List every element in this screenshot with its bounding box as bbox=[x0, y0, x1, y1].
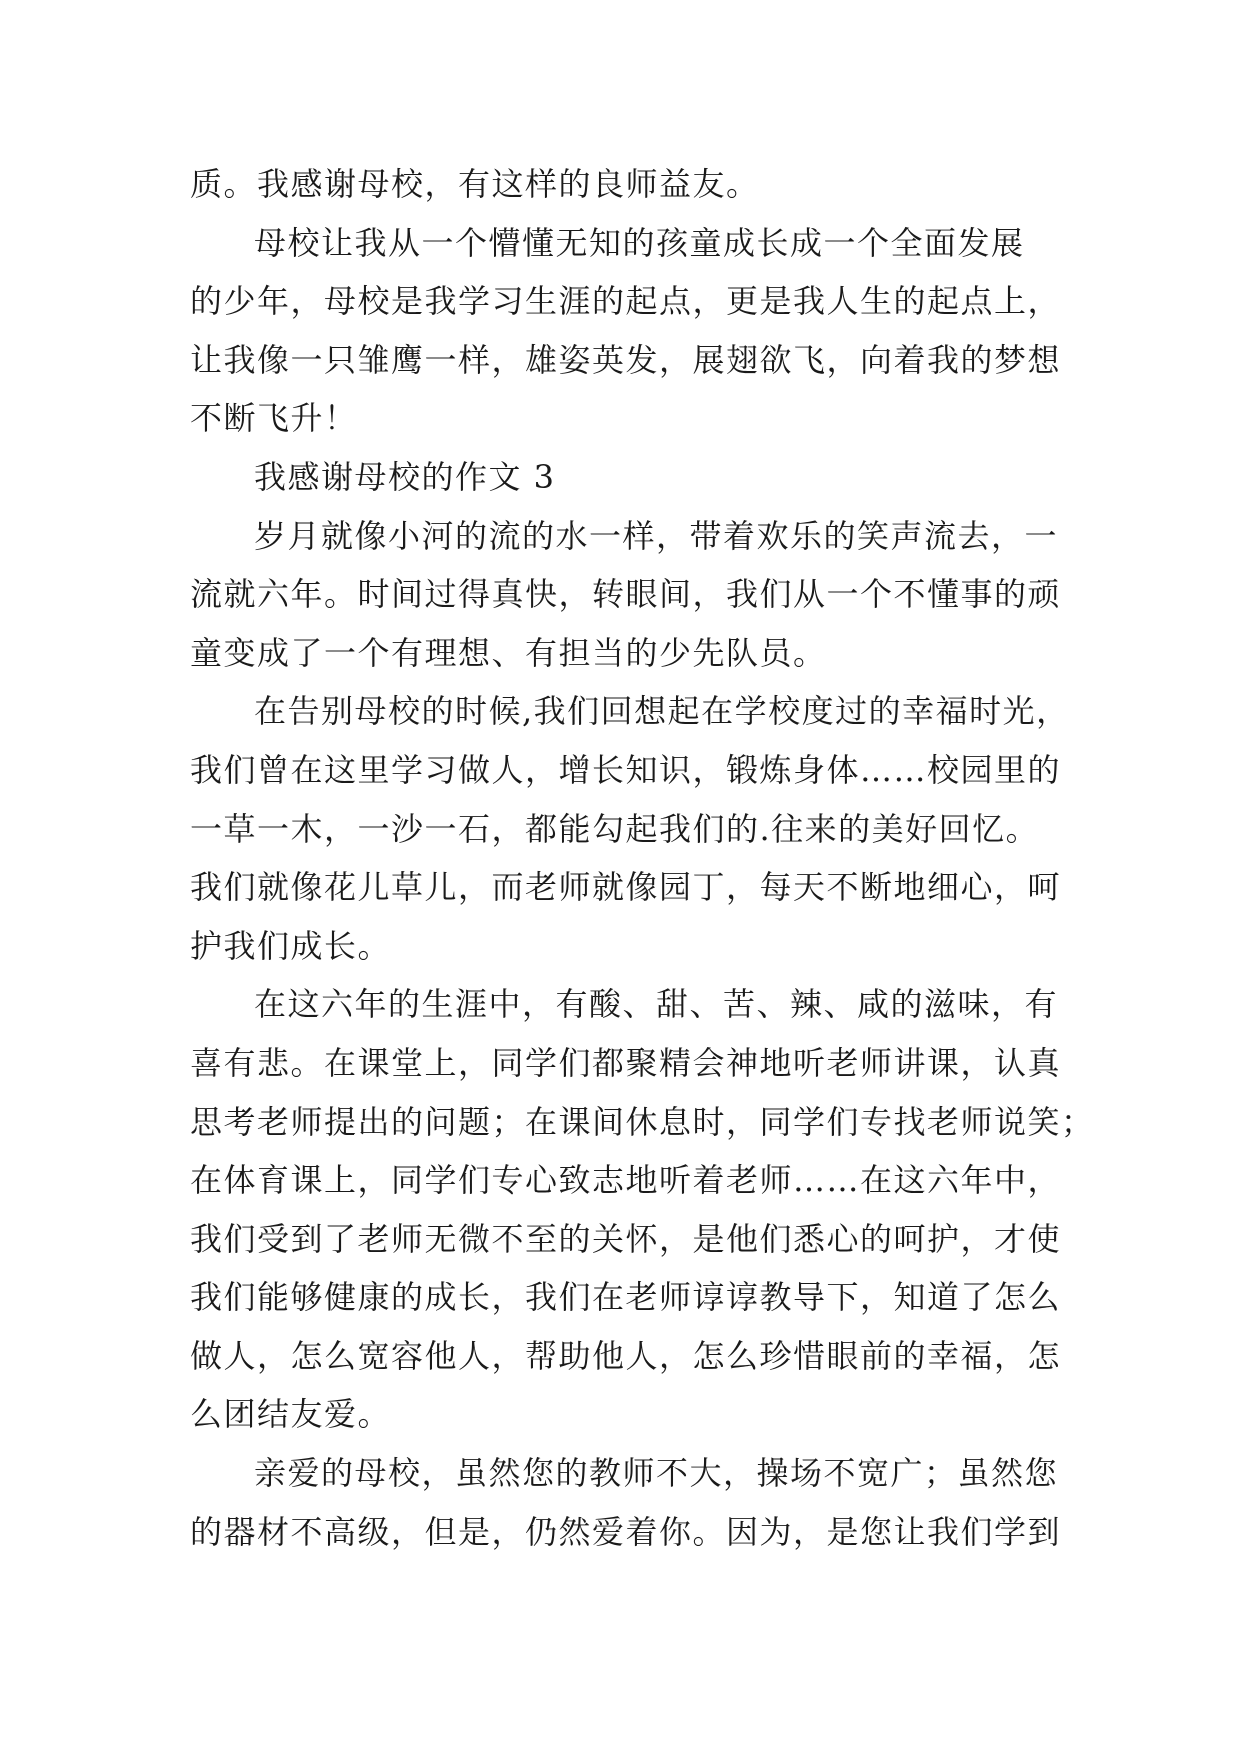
text-line: 做人，怎么宽容他人，帮助他人，怎么珍惜眼前的幸福，怎 bbox=[190, 1336, 1062, 1375]
text-line: 的少年，母校是我学习生涯的起点，更是我人生的起点上， bbox=[190, 282, 1062, 321]
text-line: 思考老师提出的问题；在课间休息时，同学们专找老师说笑； bbox=[190, 1102, 1095, 1141]
text-line: 在体育课上，同学们专心致志地听着老师……在这六年中， bbox=[190, 1161, 1062, 1200]
text-line: 在告别母校的时候,我们回想起在学校度过的幸福时光， bbox=[254, 692, 1070, 731]
text-line: 护我们成长。 bbox=[190, 926, 392, 965]
text-line: 我们能够健康的成长，我们在老师谆谆教导下，知道了怎么 bbox=[190, 1278, 1062, 1317]
text-line: 不断飞升！ bbox=[190, 399, 358, 438]
text-line: 质。我感谢母校，有这样的良师益友。 bbox=[190, 165, 760, 203]
text-line: 我们曾在这里学习做人，增长知识，锻炼身体……校园里的 bbox=[190, 750, 1062, 789]
text-line: 在这六年的生涯中，有酸、甜、苦、辣、咸的滋味，有 bbox=[254, 985, 1059, 1024]
section-heading: 我感谢母校的作文 3 bbox=[254, 457, 556, 496]
text-line: 么团结友爱。 bbox=[190, 1395, 392, 1434]
text-line: 让我像一只雏鹰一样，雄姿英发，展翅欲飞，向着我的梦想 bbox=[190, 340, 1062, 379]
text-line: 喜有悲。在课堂上，同学们都聚精会神地听老师讲课，认真 bbox=[190, 1043, 1062, 1082]
text-line: 一草一木，一沙一石，都能勾起我们的.往来的美好回忆。 bbox=[190, 809, 1040, 848]
document-body bbox=[190, 155, 1095, 1561]
text-line: 亲爱的母校，虽然您的教师不大，操场不宽广；虽然您 bbox=[254, 1454, 1059, 1493]
text-line: 母校让我从一个懵懂无知的孩童成长成一个全面发展 bbox=[254, 223, 1025, 262]
text-line: 流就六年。时间过得真快，转眼间，我们从一个不懂事的顽 bbox=[190, 575, 1062, 614]
text-line: 童变成了一个有理想、有担当的少先队员。 bbox=[190, 633, 827, 672]
text-line: 我们受到了老师无微不至的关怀，是他们悉心的呵护，才使 bbox=[190, 1219, 1062, 1258]
text-line: 的器材不高级，但是，仍然爱着你。因为，是您让我们学到 bbox=[190, 1512, 1062, 1551]
text-line: 我们就像花儿草儿，而老师就像园丁，每天不断地细心，呵 bbox=[190, 868, 1062, 907]
text-line: 岁月就像小河的流的水一样，带着欢乐的笑声流去，一 bbox=[254, 516, 1059, 555]
